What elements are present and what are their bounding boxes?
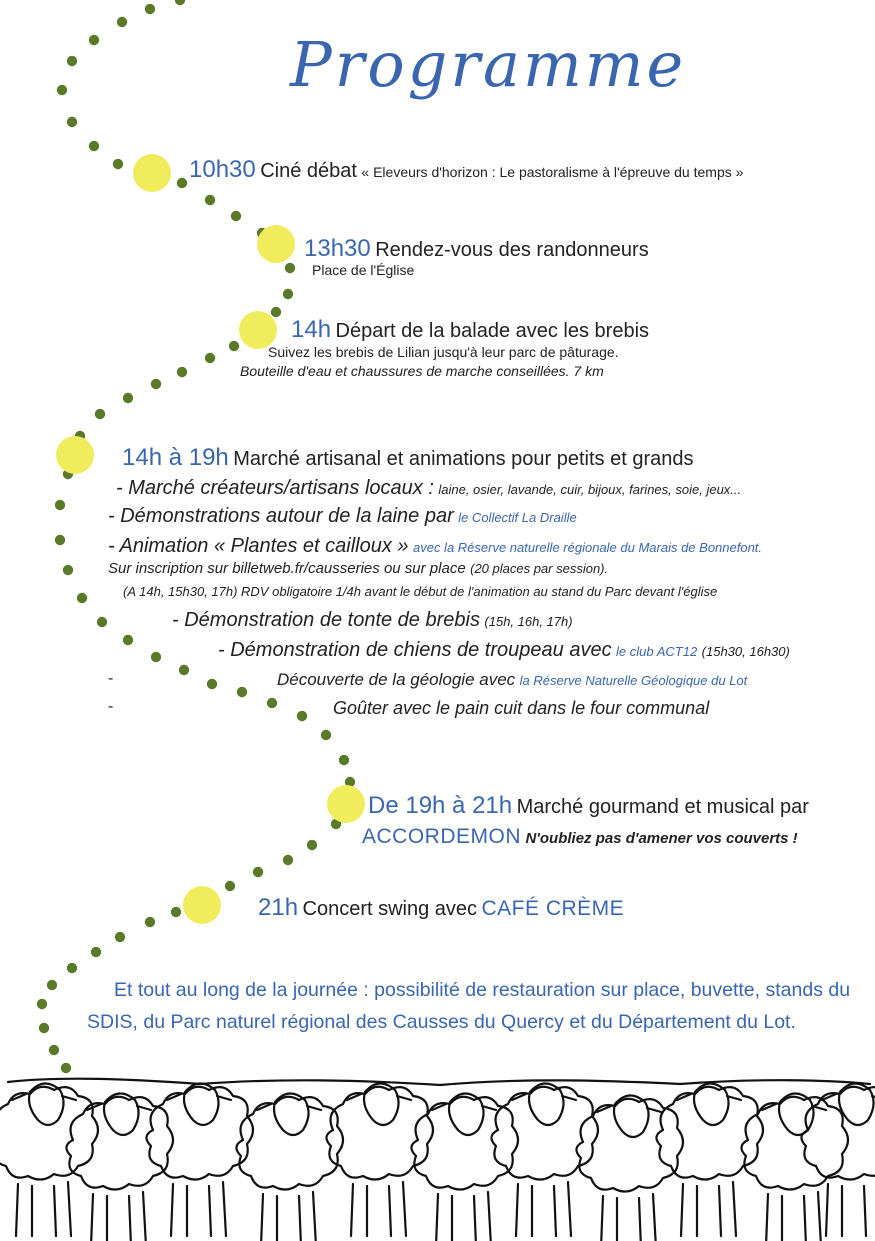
path-dot <box>97 617 107 627</box>
event-label: Marché artisanal et animations pour petits et grands <box>233 448 694 470</box>
path-dot <box>115 932 125 942</box>
path-dot <box>67 56 77 66</box>
event-time: De 19h à 21h <box>368 792 513 819</box>
signup-text: Sur inscription sur billetweb.fr/causseries ou sur place <box>108 560 466 577</box>
activity-org: le club ACT12 <box>616 644 698 659</box>
path-dot <box>123 635 133 645</box>
path-dot <box>175 0 185 5</box>
activity-signup <box>108 560 608 578</box>
activity-gouter-dash: - <box>108 698 114 715</box>
event-detail: Place de l'Église <box>312 262 415 278</box>
path-dot <box>95 409 105 419</box>
sheep-body <box>66 1097 173 1190</box>
bullet-21h <box>183 886 221 924</box>
event-detail: Suivez les brebis de Lilian jusqu'à leur parc de pâturage. <box>268 344 619 360</box>
activity-tonte <box>172 609 573 632</box>
event-10h30 <box>189 156 743 184</box>
page-title: Programme <box>290 28 687 101</box>
bullet-13h30 <box>257 225 295 263</box>
path-dot <box>225 881 235 891</box>
sheep-head <box>762 1093 826 1135</box>
path-dot <box>47 980 57 990</box>
path-dot <box>63 565 73 575</box>
activity-detail: laine, osier, lavande, cuir, bijoux, farines, soie, jeux... <box>438 482 742 497</box>
activity-org: avec la Réserve naturelle régionale du Marais de Bonnefont. <box>412 540 763 555</box>
sheep-head <box>347 1083 411 1125</box>
path-dot <box>253 867 263 877</box>
path-dot <box>283 289 293 299</box>
activity-label: - Démonstration de chiens de troupeau avec <box>218 639 612 661</box>
path-dot <box>67 117 77 127</box>
sheep-head <box>12 1083 76 1125</box>
sheep-legs <box>436 1192 491 1241</box>
event-label: Rendez-vous des randonneurs <box>375 239 649 261</box>
path-dot <box>283 855 293 865</box>
activity-plantes <box>108 535 762 558</box>
activity-chiens <box>218 639 790 662</box>
event-note: N'oubliez pas d'amener vos couverts ! <box>525 830 798 847</box>
activity-label: - Démonstration de tonte de brebis <box>172 609 480 631</box>
activity-org: le Collectif La Draille <box>458 510 577 525</box>
path-dot <box>117 17 127 27</box>
event-artist-line <box>362 825 798 849</box>
sheep-legs <box>681 1182 736 1236</box>
activity-artisans <box>116 477 741 500</box>
activity-gouter: Goûter avec le pain cuit dans le four communal <box>333 698 710 718</box>
path-dot <box>179 665 189 675</box>
sheep-body <box>146 1087 253 1180</box>
path-dot <box>229 341 239 351</box>
activity-label: - Animation « Plantes et cailloux » <box>108 535 409 557</box>
sheep-legs <box>766 1192 821 1241</box>
sheep-head <box>432 1093 496 1135</box>
sheep-legs <box>261 1192 316 1241</box>
sheep-body <box>491 1087 598 1180</box>
path-dot <box>285 263 295 273</box>
activity-detail: (15h30, 16h30) <box>701 644 790 659</box>
bullet-19h-21h <box>327 785 365 823</box>
event-19h-21h <box>368 792 809 820</box>
path-dot <box>177 367 187 377</box>
event-time: 14h <box>291 316 332 343</box>
event-time: 13h30 <box>304 235 371 262</box>
path-dot <box>57 85 67 95</box>
sheep-body <box>0 1087 98 1180</box>
sheep-legs <box>601 1194 656 1241</box>
event-detail: « Eleveurs d'horizon : Le pastoralisme à l'épreuve du temps » <box>361 164 744 180</box>
path-dot <box>205 353 215 363</box>
sheep-head <box>512 1083 576 1125</box>
path-dot <box>55 500 65 510</box>
sheep-legs <box>171 1182 226 1236</box>
path-dot <box>37 999 47 1009</box>
path-dot <box>77 593 87 603</box>
path-dot <box>113 159 123 169</box>
signup-detail: (20 places par session). <box>470 561 609 576</box>
path-dot <box>177 178 187 188</box>
path-dot <box>89 35 99 45</box>
path-dot <box>171 907 181 917</box>
event-time: 21h <box>258 894 299 921</box>
path-dot <box>123 393 133 403</box>
path-dot <box>267 698 277 708</box>
event-time: 10h30 <box>189 156 256 183</box>
path-dot <box>67 963 77 973</box>
path-dot <box>321 730 331 740</box>
event-label: Ciné débat <box>260 160 357 182</box>
path-dot <box>61 1063 71 1073</box>
event-14h <box>291 316 649 344</box>
sheep-head <box>677 1083 741 1125</box>
path-dot <box>271 307 281 317</box>
sheep-legs <box>826 1182 875 1236</box>
sheep-legs <box>351 1182 406 1236</box>
activity-rdv: (A 14h, 15h30, 17h) RDV obligatoire 1/4h avant le début de l'animation au stand du Parc devant l'église <box>123 584 718 599</box>
activity-label: - Marché créateurs/artisans locaux : <box>116 477 434 499</box>
event-detail: Bouteille d'eau et chaussures de marche conseillées. 7 km <box>240 363 604 379</box>
path-dot <box>205 195 215 205</box>
activity-geologie-dash: - <box>108 670 114 687</box>
activity-laine <box>108 505 577 528</box>
path-dot <box>55 535 65 545</box>
sheep-legs <box>516 1182 571 1236</box>
sheep-head <box>87 1093 151 1135</box>
footer-info: Et tout au long de la journée : possibilité de restauration sur place, buvette, stands du SDIS, du Parc naturel régional des Causses du Quercy et du Département du Lot. <box>87 979 851 1033</box>
sheep-head <box>257 1093 321 1135</box>
activity-org: la Réserve Naturelle Géologique du Lot <box>519 673 748 688</box>
path-dot <box>49 1045 59 1055</box>
sheep-legs <box>16 1182 71 1236</box>
path-dot <box>339 755 349 765</box>
path-dot <box>231 211 241 221</box>
activity-label: - Démonstrations autour de la laine par <box>108 505 454 527</box>
path-dot <box>145 4 155 14</box>
activity-detail: (15h, 16h, 17h) <box>484 614 573 629</box>
path-dot <box>89 141 99 151</box>
artist-name: ACCORDEMON <box>362 825 522 848</box>
sheep-legs <box>91 1192 146 1241</box>
path-dot <box>207 679 217 689</box>
activity-label: Découverte de la géologie avec <box>277 670 516 689</box>
event-14h-19h <box>122 444 693 472</box>
event-label: Départ de la balade avec les brebis <box>335 320 650 342</box>
path-dot <box>307 840 317 850</box>
event-13h30 <box>304 235 649 263</box>
activity-geologie <box>277 670 747 690</box>
sheep-body <box>236 1097 343 1190</box>
path-dot <box>237 687 247 697</box>
bullet-14h-19h <box>56 436 94 474</box>
path-dot <box>91 947 101 957</box>
event-21h <box>258 894 624 922</box>
sheep-illustration <box>0 1079 875 1241</box>
artist-name: CAFÉ CRÈME <box>481 897 625 920</box>
path-dot <box>151 652 161 662</box>
event-time: 14h à 19h <box>122 444 229 471</box>
path-dot <box>151 379 161 389</box>
path-dot <box>39 1023 49 1033</box>
bullet-10h30 <box>133 154 171 192</box>
sheep-head <box>167 1083 231 1125</box>
event-label: Concert swing avec <box>302 898 478 920</box>
event-label: Marché gourmand et musical par <box>516 796 809 818</box>
path-dot <box>297 711 307 721</box>
sheep-head <box>597 1095 661 1137</box>
sheep-body <box>656 1087 763 1180</box>
path-dot <box>145 917 155 927</box>
